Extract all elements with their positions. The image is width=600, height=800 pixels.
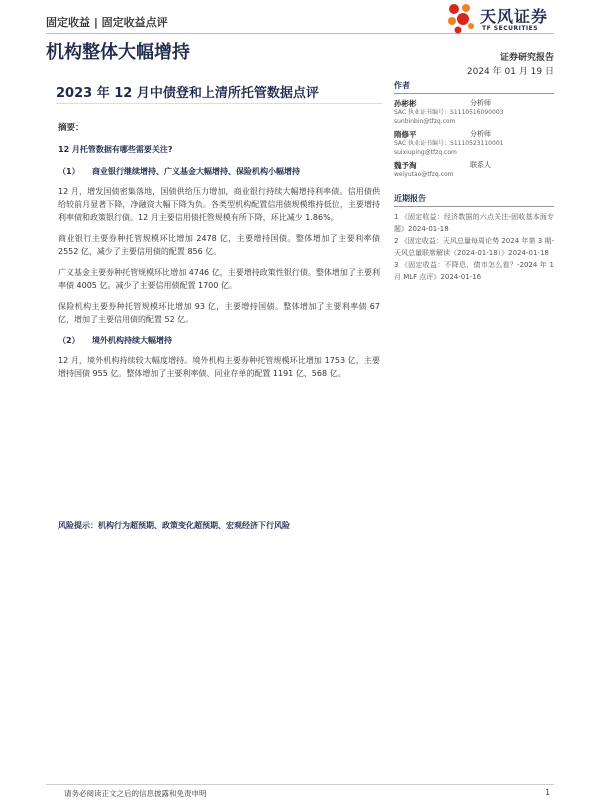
related-report-item[interactable]: 3 《固定收益：不降息，债市怎么看？-2024 年 1 月 MLF 点评》2024-01-16 [394, 261, 554, 281]
author-name: 隋修平 [394, 130, 417, 139]
paragraph: 12 月，增发国债密集落地，国债供给压力增加，商业银行持续大幅增持利率债。信用债供给较前月显著下降，净融资大幅下降为负。各类型机构配置信用债规模维持低位，主要增持利率债和政策银行债。12 月主要信用债托管规模有所下降，环比减少 1.86%。 [58, 187, 380, 222]
page-number: 1 [545, 788, 550, 797]
logo-text-cn: 天风证券 [480, 7, 549, 26]
author-name: 孙彬彬 [394, 99, 417, 108]
main-title: 机构整体大幅增持 [46, 42, 190, 63]
subtitle-divider [56, 103, 382, 104]
authors-heading: 作者 [394, 80, 554, 94]
related-heading: 近期报告 [394, 193, 554, 207]
abstract-section [58, 122, 380, 388]
paragraph: 商业银行主要券种托管规模环比增加 2478 亿，主要增持国债。整体增加了主要利率债 2552 亿，减少了主要信用债的配置 856 亿。 [58, 234, 380, 256]
related-reports [394, 193, 554, 283]
author-role: 分析师 [470, 99, 491, 107]
footer-disclaimer: 请务必阅读正文之后的信息披露和免责申明 [64, 789, 207, 798]
author-email[interactable]: weiyutao@tfzq.com [394, 171, 454, 178]
section-title: 境外机构持续大幅增持 [92, 336, 172, 345]
author-name: 魏予淘 [394, 161, 417, 170]
report-category: 固定收益 | 固定收益点评 [46, 16, 168, 29]
report-type: 证券研究报告 [499, 53, 554, 63]
paragraph: 12 月，境外机构持续较大幅度增持。境外机构主要券种托管规模环比增加 1753 亿，主要增持国债 955 亿。整体增加了主要利率债、同业存单的配置 1191 亿、568 亿。 [58, 356, 380, 378]
paragraph: 保险机构主要券种托管规模环比增加 93 亿，主要增持国债。整体增加了主要利率债 67 亿，增加了主要信用债的配置 52 亿。 [58, 302, 380, 324]
section-heading [58, 165, 380, 178]
risk-warning: 风险提示：机构行为超预期、政策变化超预期、宏观经济下行风险 [58, 521, 290, 530]
author-entry [394, 161, 554, 179]
sidebar [394, 80, 554, 284]
author-sac: SAC 执业证书编号：S1110516090003 [394, 109, 504, 116]
author-entry [394, 130, 554, 157]
paragraph: 广义基金主要券种托管规模环比增加 4746 亿，主要增持政策性银行债。整体增加了主要利率债 4005 亿。减少了主要信用债配置 1700 亿。 [58, 268, 380, 290]
author-sac: SAC 执业证书编号：S1110523110001 [394, 140, 504, 147]
author-role: 分析师 [470, 130, 491, 138]
author-role: 联系人 [470, 161, 491, 169]
question-heading: 12 月托管数据有哪些需要关注? [58, 145, 173, 154]
related-report-item[interactable]: 2 《固定收益：天风总量每周论势 2024 年第 3 期-天风总量联席解读（2024-01-18）》2024-01-18 [394, 237, 554, 257]
section-number: （1） [58, 167, 80, 176]
company-logo [446, 2, 558, 36]
report-date: 2024 年 01 月 19 日 [466, 67, 554, 77]
author-entry [394, 99, 554, 126]
related-report-item[interactable]: 1 《固定收益：经济数据的六点关注-固收基本面专题》2024-01-18 [394, 213, 554, 233]
author-email[interactable]: sunbinbin@tfzq.com [394, 118, 456, 125]
author-email[interactable]: suixiuping@tfzq.com [394, 149, 457, 156]
footer-divider [46, 784, 554, 785]
section-title: 商业银行继续增持、广义基金大幅增持、保险机构小幅增持 [92, 167, 300, 176]
section-number: （2） [58, 336, 80, 345]
logo-text-en: TF SECURITIES [482, 25, 539, 32]
abstract-label: 摘要： [58, 123, 84, 133]
section-heading [58, 334, 380, 347]
logo-mark-icon [446, 2, 476, 34]
report-subtitle: 2023 年 12 月中债登和上清所托管数据点评 [56, 86, 319, 101]
